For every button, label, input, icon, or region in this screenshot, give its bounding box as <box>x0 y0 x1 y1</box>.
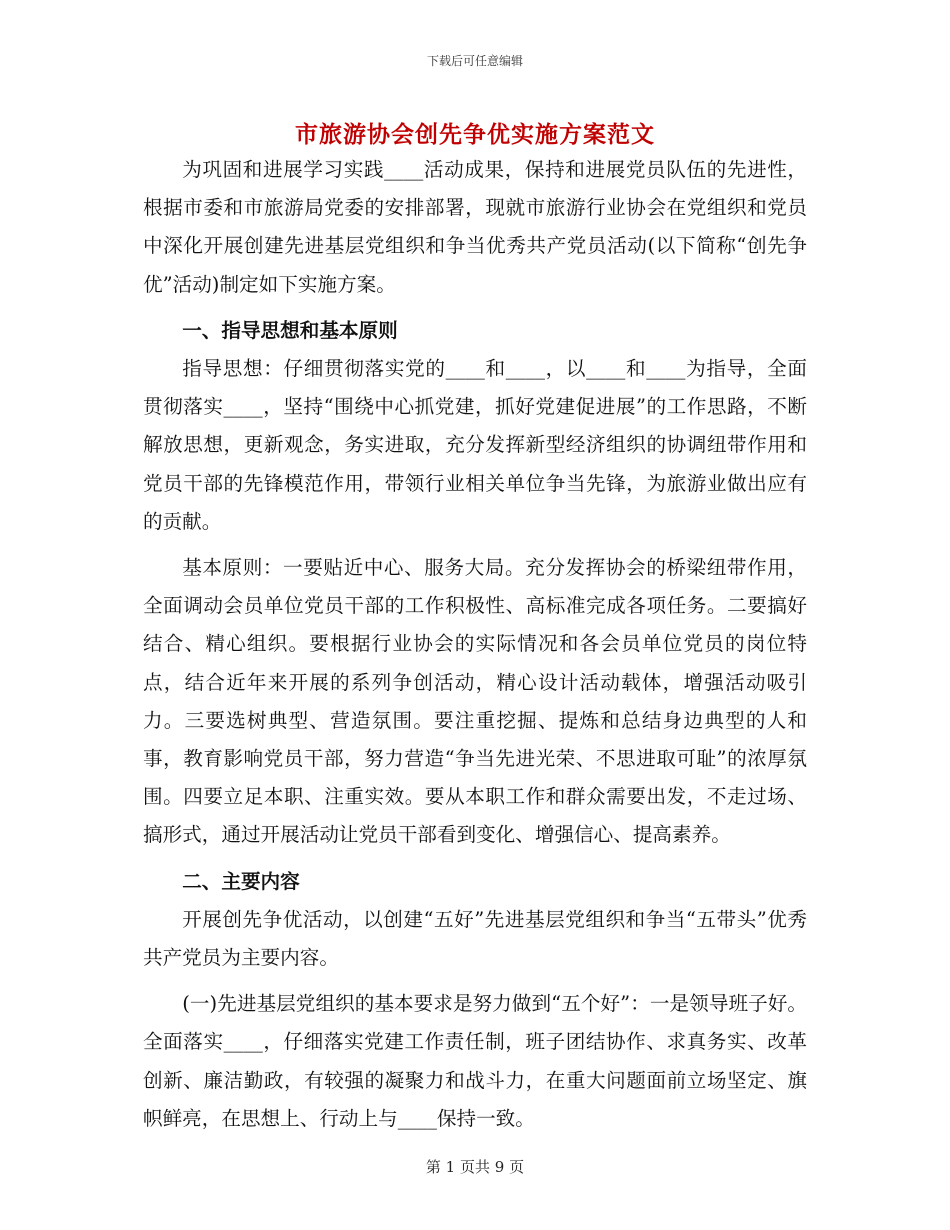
section-heading-1: 一、指导思想和基本原则 <box>182 318 398 342</box>
section-heading-2: 二、主要内容 <box>182 869 300 893</box>
content-intro-paragraph: 开展创先争优活动，以创建“五好”先进基层党组织和争当“五带头”优秀共产党员为主要内容。 <box>143 907 807 970</box>
document-title: 市旅游协会创先争优实施方案范文 <box>295 121 655 148</box>
intro-paragraph: 为巩固和进展学习实践____活动成果，保持和进展党员队伍的先进性，根据市委和市旅游局党委的安排部署，现就市旅游行业协会在党组织和党员中深化开展创建先进基层党组织和争当优秀共产党员活动(以下简称“创先争优”活动)制定如下实施方案。 <box>143 158 807 296</box>
principles-paragraph: 基本原则：一要贴近中心、服务大局。充分发挥协会的桥梁纽带作用，全面调动会员单位党员干部的工作积极性、高标准完成各项任务。二要搞好结合、精心组织。要根据行业协会的实际情况和各会员单位党员的岗位特点，结合近年来开展的系列争创活动，精心设计活动载体，增强活动吸引力。三要选树典型、营造氛围。要注重挖掘、提炼和总结身边典型的人和事，教育影响党员干部，努力营造“争当先进光荣、不思进取可耻”的浓厚氛围。四要立足本职、注重实效。要从本职工作和群众需要出发，不走过场、搞形式，通过开展活动让党员干部看到变化、增强信心、提高素养。 <box>143 556 807 847</box>
document-body <box>143 151 807 1138</box>
page-footer: 第 1 页共 9 页 <box>425 1158 525 1176</box>
page-header: 下载后可任意编辑 <box>426 54 523 68</box>
guiding-paragraph: 指导思想：仔细贯彻落实党的____和____，以____和____为指导，全面贯彻落实____，坚持“围绕中心抓党建，抓好党建促进展”的工作思路，不断解放思想，更新观念，务实进取，充分发挥新型经济组织的协调纽带作用和党员干部的先锋模范作用，带领行业相关单位争当先锋，为旅游业做出应有的贡献。 <box>143 357 807 533</box>
item-1-paragraph: (一)先进基层党组织的基本要求是努力做到“五个好”：一是领导班子好。全面落实____，仔细落实党建工作责任制，班子团结协作、求真务实、改革创新、廉洁勤政，有较强的凝聚力和战斗力，在重大问题面前立场坚定、旗帜鲜亮，在思想上、行动上与____保持一致。 <box>143 992 807 1130</box>
